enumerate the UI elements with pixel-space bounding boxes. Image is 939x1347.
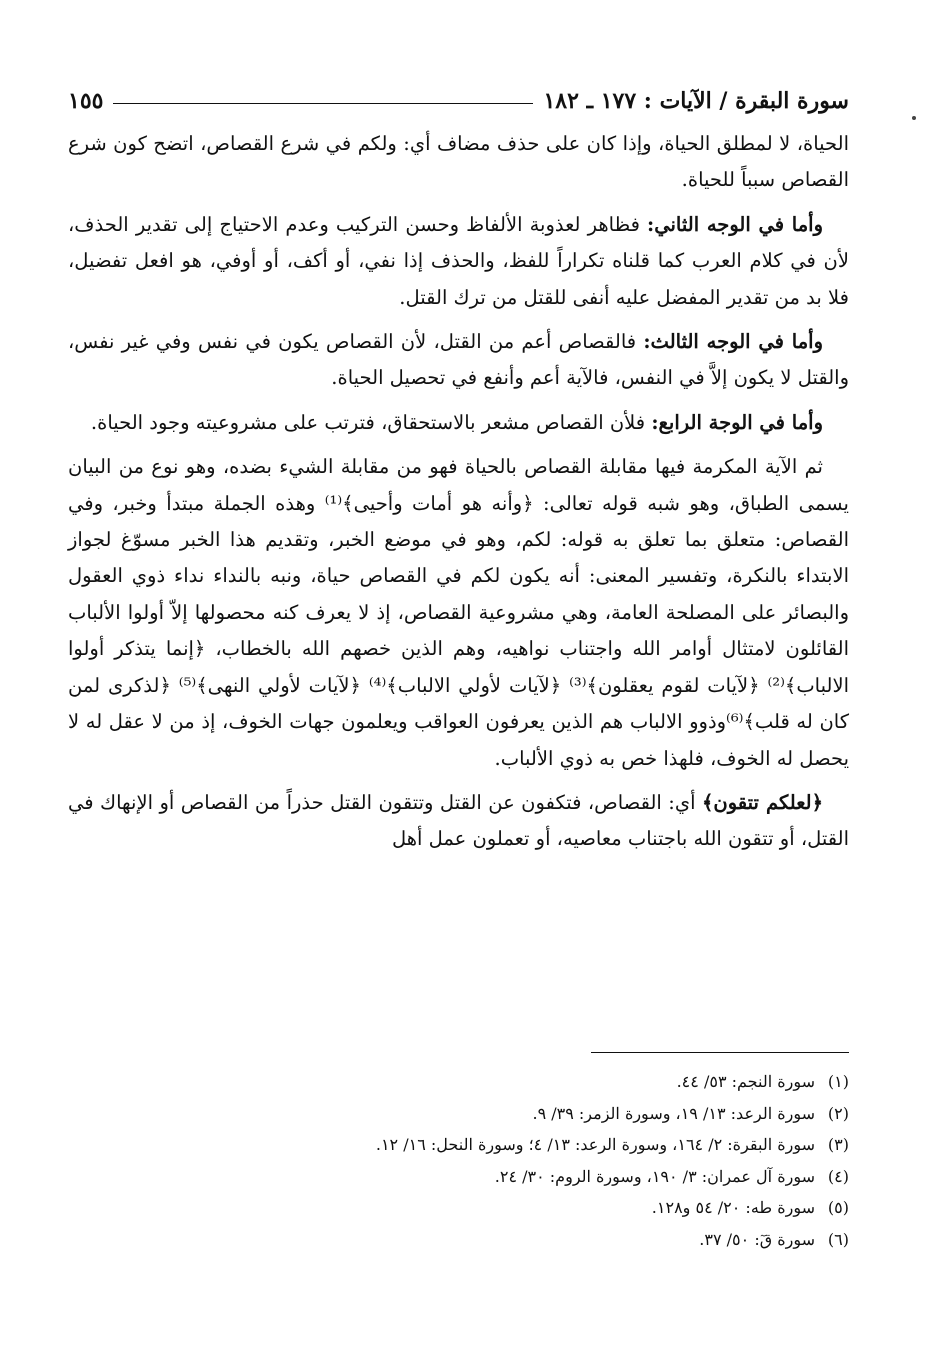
main-text: [68, 126, 849, 866]
page-header: [68, 78, 849, 114]
paragraph-6-text: أي: القصاص، فتكفون عن القتل وتتقون القتل حذراً من القصاص أو الإنهاك في القتل، أو تتقون الله باجتناب معاصيه، أو تعملون عمل أهل: [68, 790, 849, 851]
paragraph-4-text: فلأن القصاص مشعر بالاستحقاق، فترتب على مشروعيته وجود الحياة.: [90, 410, 652, 434]
paragraph-4: [68, 405, 849, 441]
paragraph-1: الحياة، لا لمطلق الحياة، وإذا كان على حذف مضاف أي: ولكم في شرع القصاص، اتضح كون شرع القصاص سبباً للحياة.: [68, 132, 849, 192]
footnote-text: سورة طه: ٢٠/ ٥٤ و١٢٨.: [651, 1198, 815, 1217]
paragraph-3-heading: وأما في الوجه الثالث:: [643, 330, 823, 354]
paragraph-6: [68, 785, 849, 858]
footnote-number: (٢): [827, 1103, 849, 1123]
footnote-text: سورة النجم: ٥٣/ ٤٤.: [676, 1072, 815, 1091]
paragraph-6-heading: ﴿لعلكم تتقون﴾: [701, 790, 823, 814]
footnote-number: (٦): [827, 1229, 849, 1249]
paragraph-3: [68, 324, 849, 397]
footnote-text: سورة البقرة: ٢/ ١٦٤، وسورة الرعد: ١٣/ ٤؛ وسورة النحل: ١٦/ ١٢.: [375, 1135, 815, 1154]
footnote: [68, 1192, 849, 1224]
paragraph-2-heading: وأما في الوجه الثاني:: [647, 212, 823, 236]
footnote-number: (١): [827, 1072, 849, 1091]
page-number: ١٥٥: [68, 88, 104, 114]
running-title: سورة البقرة / الآيات : ١٧٧ ـ ١٨٢: [543, 88, 849, 114]
paragraph-2-text: فظاهر لعذوبة الألفاظ وحسن التركيب وعدم الاحتياج إلى تقدير الحذف، لأن في كلام العرب كما قلناه تكراراً للفظ، والحذف إذا نفي، أو أكف، أو أوفي، هو افعل تفضيل، فلا بد من تقدير المفضل عليه أنفى للقتل من ترك القتل.: [68, 212, 849, 309]
footnote-number: (٤): [827, 1166, 849, 1186]
footnote: [68, 1161, 849, 1193]
footnote: [68, 1224, 849, 1256]
footnote-text: سورة قٓ: ٥٠/ ٣٧.: [699, 1229, 815, 1249]
footnote: [68, 1098, 849, 1130]
paragraph-3-text: فالقصاص أعم من القتل، لأن القصاص يكون في نفس وفي غير نفس، والقتل لا يكون إلاَّ في النفس، فالآية أعم وأنفع في تحصيل الحياة.: [68, 330, 849, 390]
footnote-number: (٥): [827, 1198, 849, 1217]
footnote-number: (٣): [827, 1135, 849, 1154]
paragraph-2: [68, 207, 849, 316]
paragraph-4-heading: وأما في الوجة الرابع:: [651, 410, 823, 434]
footnote-text: سورة آل عمران: ٣/ ١٩٠، وسورة الروم: ٣٠/ ٢٤.: [494, 1166, 815, 1186]
header-rule: [113, 103, 533, 104]
footnote-separator: [591, 1052, 849, 1053]
scan-speck: [912, 116, 916, 120]
footnote: [68, 1066, 849, 1098]
footnote-text: سورة الرعد: ١٣/ ١٩، وسورة الزمر: ٣٩/ ٩.: [532, 1103, 815, 1123]
footnote: [68, 1129, 849, 1161]
paragraph-5: ثم الآية المكرمة فيها مقابلة القصاص بالحياة فهو من مقابلة الشيء بضده، وهو نوع من البيان يسمى الطباق، وهو شبه قوله تعالى: ﴿وأنه هو أمات وأحيى﴾⁽¹⁾ وهذه الجملة مبتدأ وخبر، وفي القصاص: متعلق بما تعلق به قوله: لكم، وهو في موضع الخبر، وتقديم هذا الخبر مسوّغ لجواز الابتداء بالنكرة، وتفسير المعنى: أنه يكون لكم في القصاص حياة، ونبه بالنداء نداء ذوي العقول والبصائر على المصلحة العامة، وهي مشروعية القصاص، إذ لا يعرف كنه محصولها إلاّ أولوا الألباب القائلون لامتثال أوامر الله واجتناب نواهيه، وهم الذين خصهم الله بالخطاب، ﴿إنما يتذكر أولوا الالباب﴾⁽²⁾ ﴿لآيات لقوم يعقلون﴾⁽³⁾ ﴿لآيات لأولي الالباب﴾⁽⁴⁾ ﴿لآيات لأولي النهى﴾⁽⁵⁾ ﴿لذكرى لمن كان له قلب﴾⁽⁶⁾وذوو الالباب هم الذين يعرفون العواقب ويعلمون جهات الخوف، إذ من لا عقل له لا يحصل له الخوف، فلهذا خص به ذوي الألباب.: [68, 455, 850, 770]
footnotes: [68, 1066, 849, 1255]
